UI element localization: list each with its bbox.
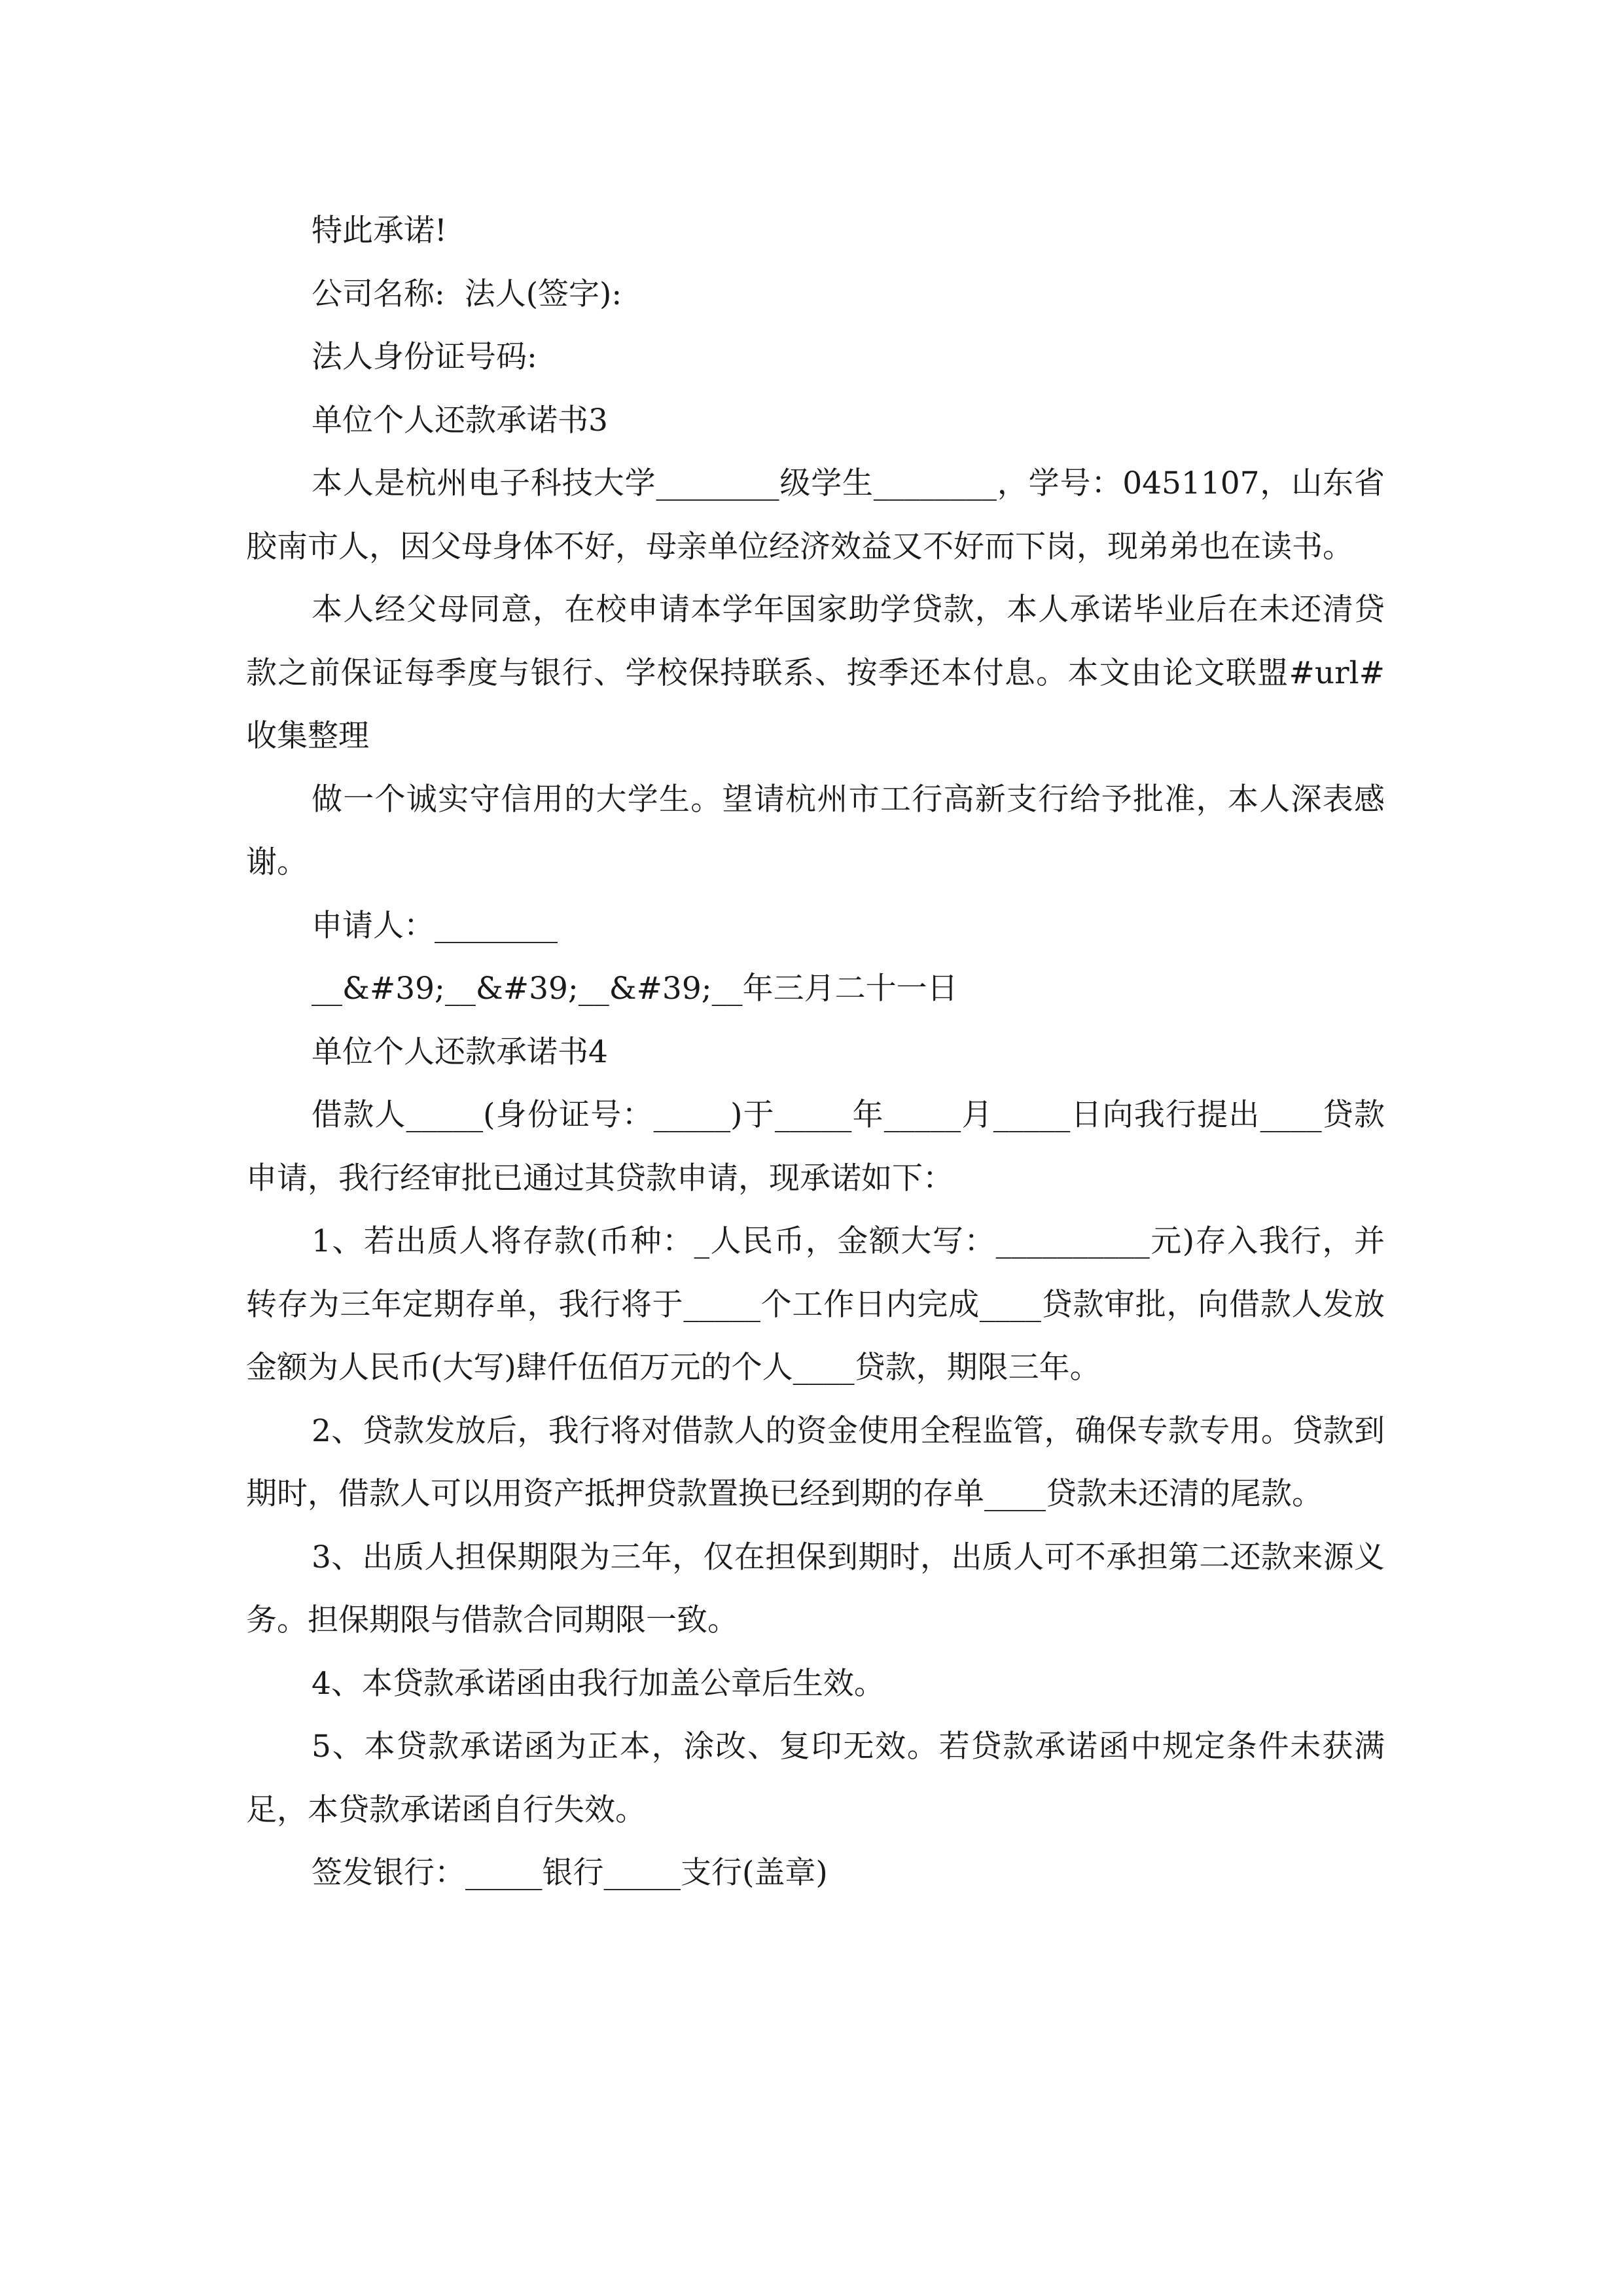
applicant-line: 申请人：________ [312, 907, 558, 944]
paragraph-request: 做一个诚实守信用的大学生。望请杭州市工行高新支行给予批准，本人深表感谢。 [246, 781, 1385, 880]
paragraph-loan-commitment: 本人经父母同意，在校申请本学年国家助学贷款，本人承诺毕业后在未还清贷款之前保证每季度与银行、学校保持联系、按季还本付息。本文由论文联盟#url#收集整理 [246, 592, 1385, 754]
company-signature-line: 公司名称: 法人(签字): [312, 276, 622, 312]
closing-statement: 特此承诺! [312, 213, 447, 249]
legal-person-id-line: 法人身份证号码: [312, 339, 537, 375]
clause-5: 5、本贷款承诺函为正本，涂改、复印无效。若贷款承诺函中规定条件未获满足，本贷款承诺函自行失效。 [246, 1729, 1385, 1828]
clause-2: 2、贷款发放后，我行将对借款人的资金使用全程监管，确保专款专用。贷款到期时，借款人可以用资产抵押贷款置换已经到期的存单____贷款未还清的尾款。 [246, 1412, 1385, 1512]
paragraph-borrower: 借款人_____(身份证号：_____)于_____年_____月_____日向我行提出____贷款申请，我行经审批已通过其贷款申请，现承诺如下： [246, 1097, 1385, 1196]
clause-4: 4、本贷款承诺函由我行加盖公章后生效。 [312, 1665, 885, 1702]
date-line: __&#39;__&#39;__&#39;__年三月二十一日 [312, 971, 958, 1007]
section-heading-4: 单位个人还款承诺书4 [312, 1033, 608, 1070]
section-heading-3: 单位个人还款承诺书3 [312, 402, 608, 439]
paragraph-student-intro: 本人是杭州电子科技大学________级学生________，学号：0451107，山东省胶南市人，因父母身体不好，母亲单位经济效益又不好而下岗，现弟弟也在读书。 [246, 465, 1385, 565]
clause-1: 1、若出质人将存款(币种：_人民币，金额大写：__________元)存入我行，并转存为三年定期存单，我行将于_____个工作日内完成____贷款审批，向借款人发放金额为人民币(大写)肆仟伍佰万元的个人____贷款，期限三年。 [246, 1223, 1385, 1386]
issuing-bank-line: 签发银行：_____银行_____支行(盖章) [312, 1855, 828, 1891]
document-body [246, 200, 1385, 1905]
clause-3: 3、出质人担保期限为三年，仅在担保到期时，出质人可不承担第二还款来源义务。担保期限与借款合同期限一致。 [246, 1539, 1385, 1638]
